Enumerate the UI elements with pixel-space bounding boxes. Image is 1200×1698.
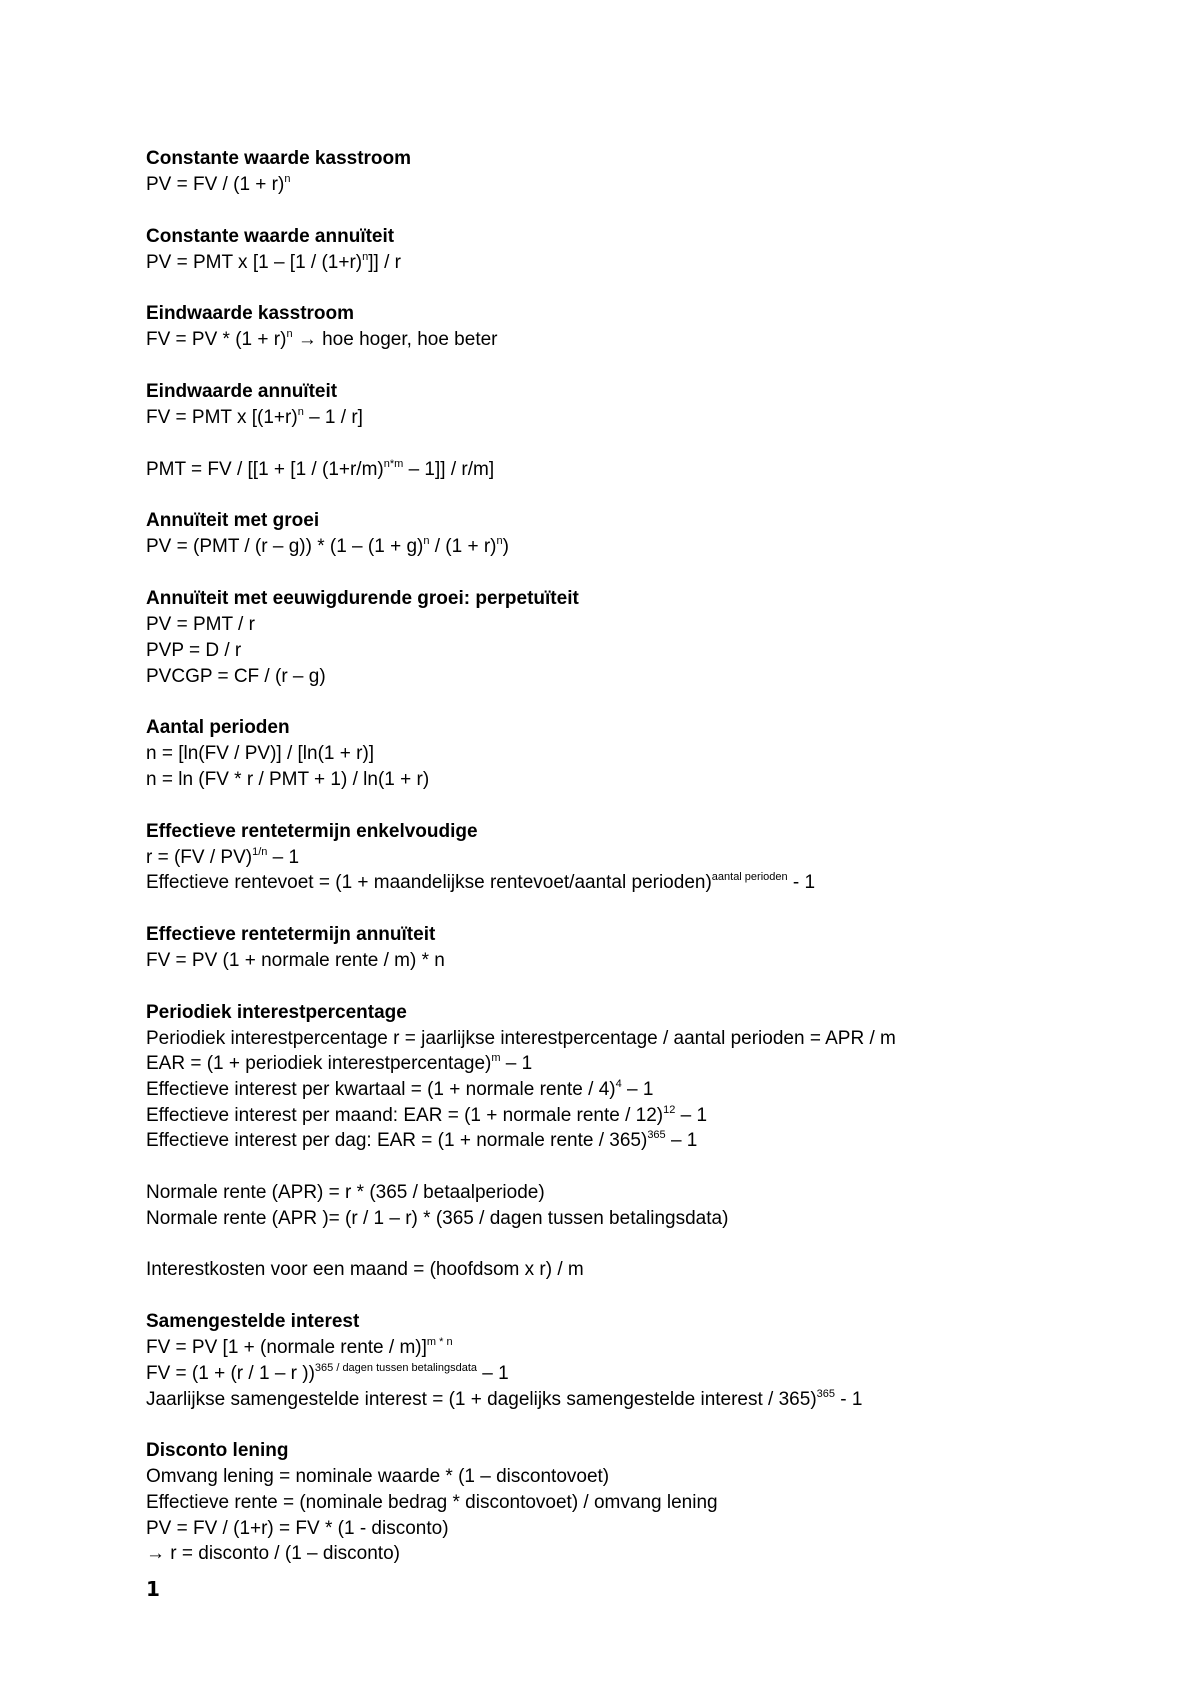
section-heading: Constante waarde annuïteit — [146, 225, 395, 247]
formula-section — [146, 508, 1146, 560]
section-heading: Annuïteit met groei — [146, 510, 320, 532]
section-heading: Constante waarde kasstroom — [146, 148, 412, 169]
formula-line: Effectieve rentevoet = (1 + maandelijkse rentevoet/aantal perioden)$^{aantal perioden}$ - 1 — [146, 871, 816, 894]
formula-line: FV = PV (1 + normale rente / m) * n — [146, 949, 445, 971]
section-heading: Effectieve rentetermijn annuïteit — [146, 923, 436, 945]
formula-section — [146, 922, 1146, 974]
formula-section — [146, 586, 1146, 689]
formula-line: Effectieve interest per dag: EAR = (1 + normale rente / 365)$^{365}$ – 1 — [146, 1129, 698, 1152]
formula-section — [146, 819, 1146, 896]
page-number: 1 — [146, 1577, 160, 1601]
formula-line: Omvang lening = nominale waarde * (1 – discontovoet) — [146, 1466, 610, 1488]
formula-line: Interestkosten voor een maand = (hoofdsom x r) / m — [146, 1259, 584, 1281]
formula-section — [146, 457, 1146, 483]
section-heading: Eindwaarde kasstroom — [146, 303, 355, 325]
formula-section — [146, 1180, 1146, 1231]
formula-line: Effectieve rente = (nominale bedrag * discontovoet) / omvang lening — [146, 1491, 718, 1513]
section-heading: Eindwaarde annuïteit — [146, 381, 338, 403]
formula-section — [146, 146, 1146, 198]
formula-line: n = ln (FV * r / PMT + 1) / ln(1 + r) — [146, 768, 430, 790]
formula-line: FV = PMT x $[(1+r)^n - 1 / r]$ — [146, 406, 363, 429]
section-heading: Samengestelde interest — [146, 1311, 360, 1333]
formula-line: PV = $(PMT / (r - g)) * (1 - (1 + g)^n / (1 + r)^n)$ — [146, 535, 509, 558]
section-heading: Periodiek interestpercentage — [146, 1001, 407, 1023]
section-heading: Annuïteit met eeuwigdurende groei: perpetuïteit — [146, 588, 579, 610]
formula-section — [146, 1309, 1146, 1412]
formula-line: PMT = FV / $[[1 + [1 / (1+r/m)^{n*m} - 1]] / r/m]$ — [146, 457, 495, 480]
formula-line: Normale rente (APR) = r * (365 / betaalperiode) — [146, 1182, 545, 1204]
formula-line: r = (FV / PV)$^{1/n}$ – 1 — [146, 845, 300, 868]
formula-section — [146, 301, 1146, 353]
formula-line: → r = disconto / (1 – disconto) — [146, 1543, 400, 1565]
formula-section — [146, 1438, 1146, 1567]
formula-section — [146, 224, 1146, 276]
formula-line: PV = FV / (1+r) = FV * (1 - disconto) — [146, 1517, 449, 1539]
formula-line: PV = PMT x $[1 - [1 / (1+r)^n]] / r$ — [146, 250, 401, 273]
formula-line: Jaarlijkse samengestelde interest = (1 + dagelijks samengestelde interest / 365)$^{365}$ - 1 — [146, 1387, 863, 1410]
formula-line: PV = FV / $(1 + r)^n$ — [146, 173, 291, 195]
formula-line: FV = (1 + (r / 1 – r ))$^{365 / dagen tussen betalingsdata}$ – 1 — [146, 1361, 509, 1384]
section-heading: Effectieve rentetermijn enkelvoudige — [146, 820, 478, 842]
formula-line: Periodiek interestpercentage r = jaarlijkse interestpercentage / aantal perioden = APR / m — [146, 1027, 896, 1049]
formula-line: PVP = D / r — [146, 639, 242, 661]
section-heading: Disconto lening — [146, 1440, 289, 1462]
formula-line: FV = PV [1 + (normale rente / m)]$^{m * n}$ — [146, 1336, 453, 1359]
formula-section — [146, 1000, 1146, 1154]
document-body — [146, 146, 1146, 1593]
formula-line: PV = PMT / r — [146, 614, 255, 636]
formula-line: FV = PV * $(1 + r)^n$ → hoe hoger, hoe beter — [146, 328, 498, 351]
formula-line: Effectieve interest per kwartaal = (1 + normale rente / 4)$^4$ – 1 — [146, 1078, 654, 1100]
formula-section — [146, 715, 1146, 792]
formula-section — [146, 379, 1146, 431]
formula-line: EAR = (1 + periodiek interestpercentage)$^m$ – 1 — [146, 1052, 533, 1075]
formula-line: Normale rente (APR )= (r / 1 – r) * (365 / dagen tussen betalingsdata) — [146, 1207, 729, 1229]
formula-line: n = [ln(FV / PV)] / [ln(1 + r)] — [146, 743, 375, 765]
formula-section — [146, 1257, 1146, 1283]
formula-line: Effectieve interest per maand: EAR = (1 + normale rente / 12)$^{12}$ – 1 — [146, 1103, 708, 1126]
section-heading: Aantal perioden — [146, 717, 290, 739]
formula-line: PVCGP = CF / (r – g) — [146, 665, 326, 687]
